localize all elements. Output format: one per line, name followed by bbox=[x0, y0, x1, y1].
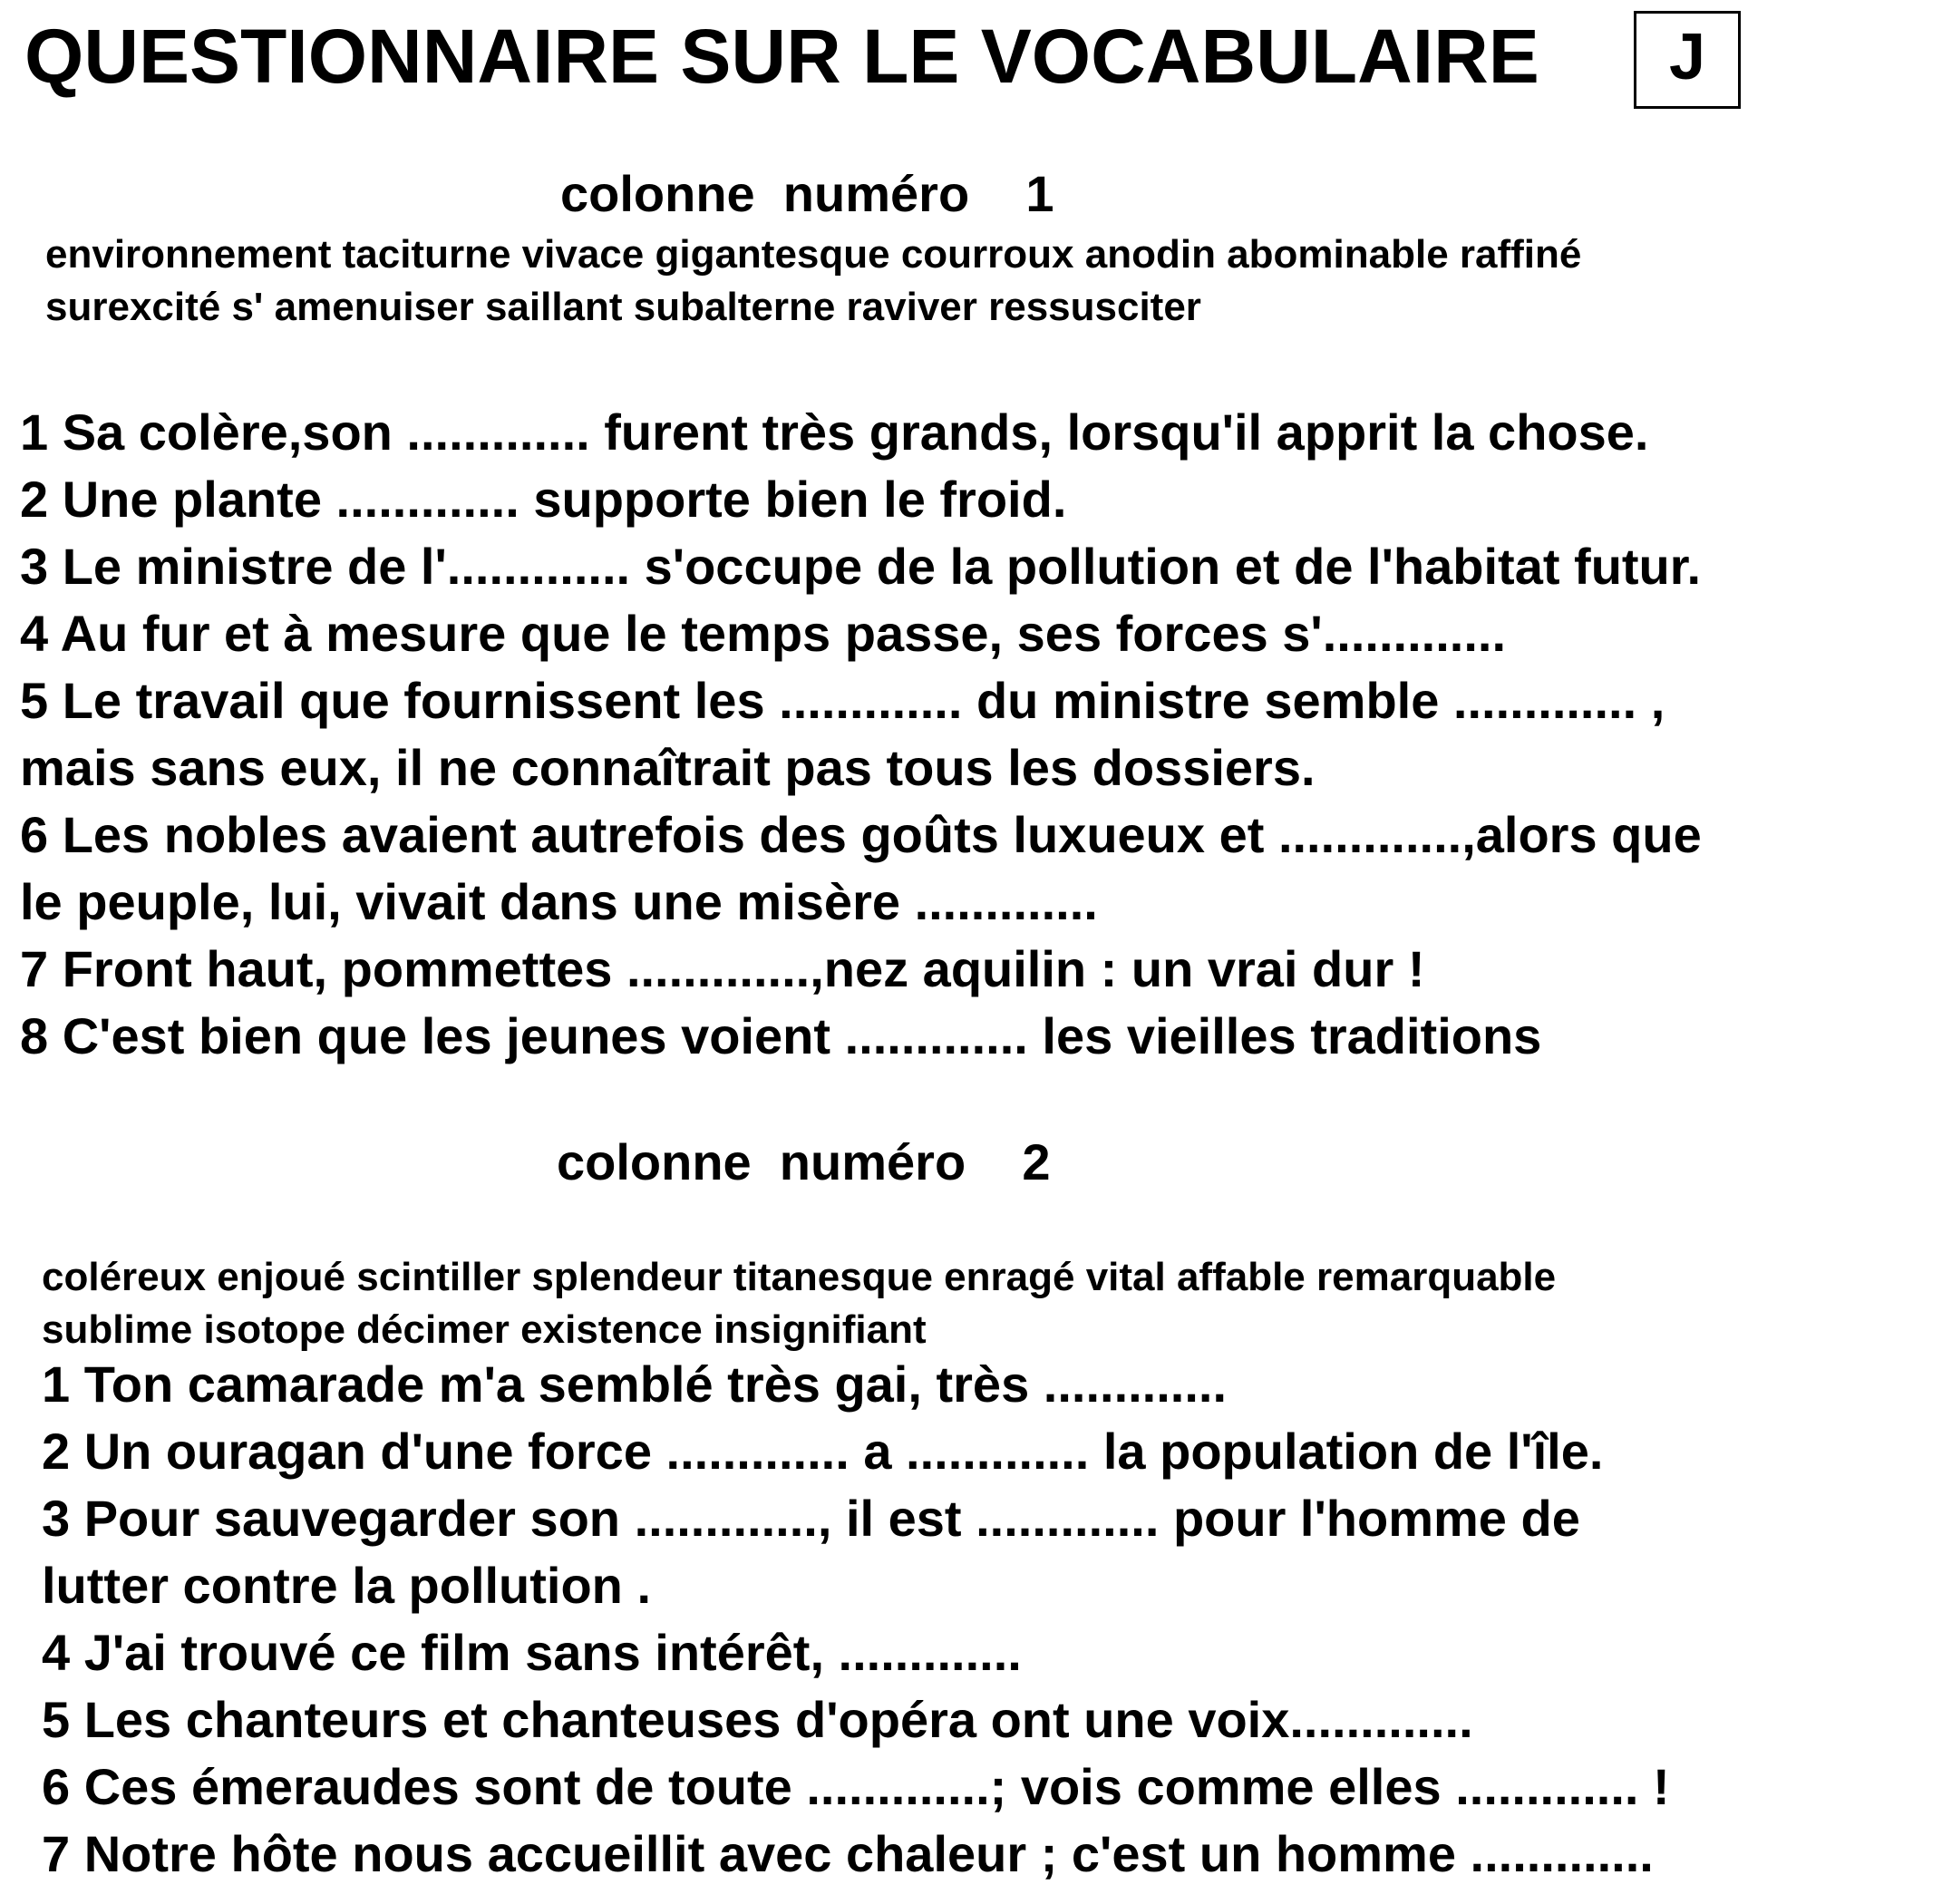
column-2-word-bank bbox=[42, 1251, 1556, 1356]
sentence-line: 3 Pour sauvegarder son ............., il est ............. pour l'homme de bbox=[42, 1490, 1580, 1547]
sentence-line: 4 J'ai trouvé ce film sans intérêt, ............. bbox=[42, 1624, 1022, 1681]
sentence-line: 5 Les chanteurs et chanteuses d'opéra ont une voix............. bbox=[42, 1691, 1473, 1748]
sentence-line: 3 Le ministre de l'............. s'occupe de la pollution et de l'habitat futur. bbox=[20, 538, 1702, 595]
column-2-sentences bbox=[42, 1351, 1670, 1888]
column-1-sentences bbox=[20, 399, 1702, 1070]
sentence-line: 5 Le travail que fournissent les ............. du ministre semble ............. , bbox=[20, 672, 1665, 729]
sentence-line: 7 Notre hôte nous accueillit avec chaleur ; c'est un homme ............. bbox=[42, 1825, 1654, 1882]
sentence-line: 7 Front haut, pommettes .............,nez aquilin : un vrai dur ! bbox=[20, 940, 1425, 997]
column-2-heading: colonne numéro 2 bbox=[557, 1133, 1051, 1190]
word-bank-line: environnement taciturne vivace gigantesque courroux anodin abominable raffiné bbox=[45, 232, 1582, 277]
page-title: QUESTIONNAIRE SUR LE VOCABULAIRE bbox=[24, 14, 1539, 99]
sentence-line: 6 Les nobles avaient autrefois des goûts luxueux et .............,alors que bbox=[20, 806, 1702, 863]
sentence-line: 2 Un ouragan d'une force ............. a ............. la population de l'île. bbox=[42, 1423, 1604, 1480]
sentence-line: lutter contre la pollution . bbox=[42, 1557, 651, 1614]
sentence-line: 1 Sa colère,son ............. furent très grands, lorsqu'il apprit la chose. bbox=[20, 403, 1649, 461]
version-badge: J bbox=[1634, 11, 1741, 109]
sentence-line: mais sans eux, il ne connaîtrait pas tous les dossiers. bbox=[20, 739, 1316, 796]
word-bank-line: sublime isotope décimer existence insignifiant bbox=[42, 1307, 927, 1352]
sentence-line: 4 Au fur et à mesure que le temps passe, ses forces s'............. bbox=[20, 605, 1507, 662]
word-bank-line: surexcité s' amenuiser saillant subalterne raviver ressusciter bbox=[45, 285, 1201, 329]
sentence-line: 2 Une plante ............. supporte bien le froid. bbox=[20, 471, 1067, 528]
column-1-word-bank bbox=[45, 228, 1581, 334]
sentence-line: le peuple, lui, vivait dans une misère ............. bbox=[20, 873, 1098, 930]
sentence-line: 8 C'est bien que les jeunes voient ............. les vieilles traditions bbox=[20, 1007, 1542, 1064]
column-1-heading: colonne numéro 1 bbox=[560, 165, 1054, 222]
sentence-line: 1 Ton camarade m'a semblé très gai, très ............. bbox=[42, 1355, 1228, 1413]
word-bank-line: coléreux enjoué scintiller splendeur titanesque enragé vital affable remarquable bbox=[42, 1255, 1557, 1299]
sentence-line: 6 Ces émeraudes sont de toute .............; vois comme elles ............. ! bbox=[42, 1758, 1670, 1815]
